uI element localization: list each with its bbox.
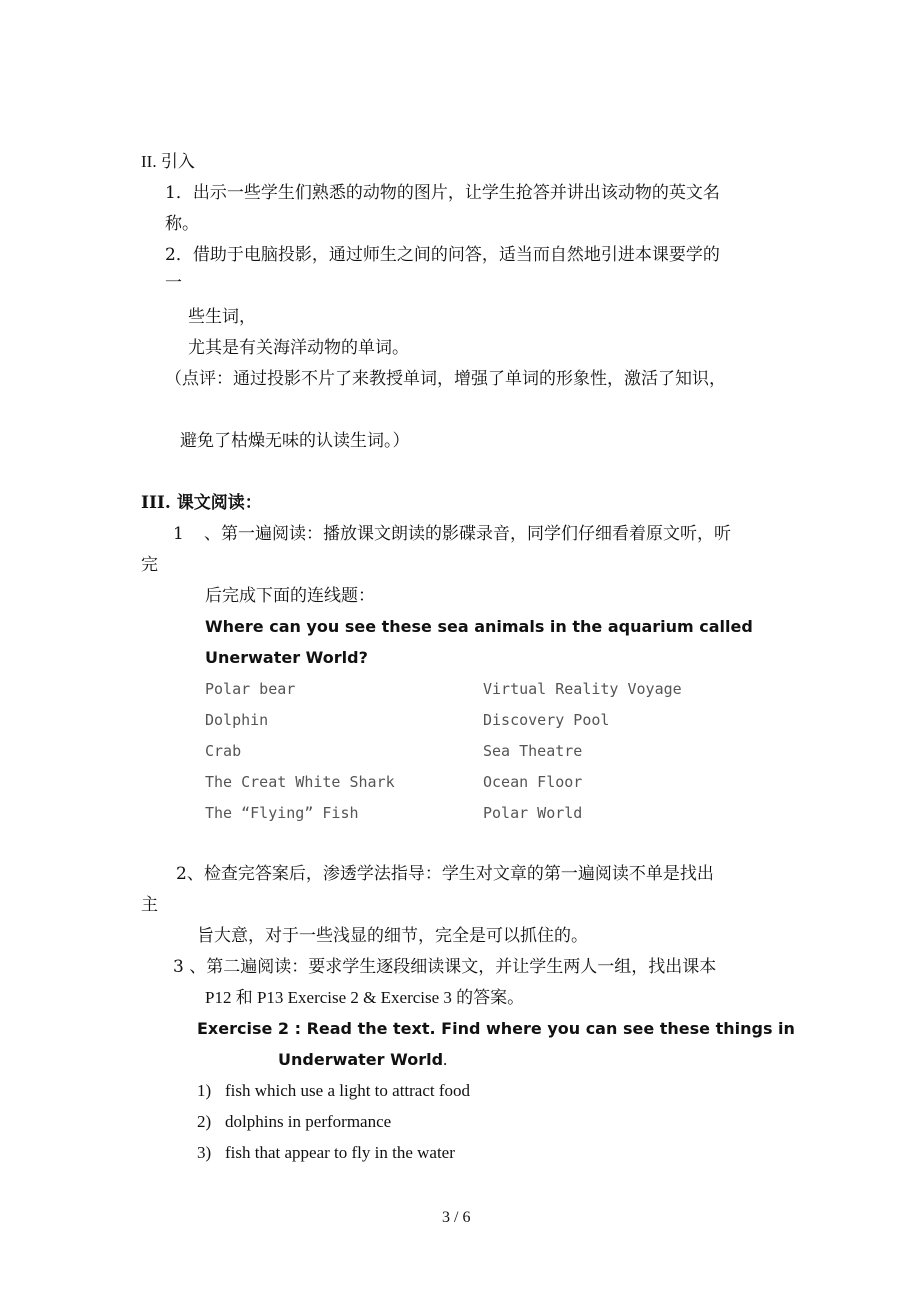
comment-line-1: （点评：通过投影不片了来教授单词，增强了单词的形象性，激活了知识， [165,369,726,389]
question-line-2: Unerwater World? [205,648,368,667]
match-right-item: Sea Theatre [483,742,583,760]
exercise-item-number: 3) [197,1143,212,1162]
match-left-item: Crab [205,742,242,760]
match-left-item: The Creat White Shark [205,773,395,791]
exercise-item [197,1111,391,1133]
section-2-item-1-line-2: 称。 [165,214,199,234]
match-left-item: The “Flying” Fish [205,804,359,822]
exercise-item-text: dolphins in performance [225,1112,392,1131]
exercise-item-text: fish which use a light to attract food [225,1081,471,1100]
match-right-item: Ocean Floor [483,773,583,791]
step-1-line-2: 完 [141,555,158,575]
step-1-line-3: 后完成下面的连线题： [205,586,375,606]
step-2-line-2: 主 [141,895,158,915]
step-3-line-1: 3 、第二遍阅读：要求学生逐段细读课文，并让学生两人一组，找出课本 [173,957,717,977]
exercise-item [197,1080,470,1102]
match-right-item: Discovery Pool [483,711,610,729]
match-left-item: Dolphin [205,711,269,729]
comment-line-2: 避免了枯燥无味的认读生词。） [180,431,410,451]
exercise-item [197,1142,455,1164]
section-2-heading: II. 引入 [141,152,195,171]
section-2-item-2-line-1: 2．借助于电脑投影，通过师生之间的问答，适当而自然地引进本课要学的 [165,245,720,265]
exercise-2-line-2-period: . [443,1050,448,1069]
question-line-1: Where can you see these sea animals in the aquarium called [205,617,753,636]
exercise-2-line-2: Underwater World [278,1050,444,1069]
section-2-item-1-line-1: 1．出示一些学生们熟悉的动物的图片，让学生抢答并讲出该动物的英文名 [165,183,720,203]
step-2-line-1: 2、检查完答案后，渗透学法指导：学生对文章的第一遍阅读不单是找出 [176,864,714,884]
exercise-2-line-1: Exercise 2 : Read the text. Find where you can see these things in [197,1019,795,1038]
match-right-item: Virtual Reality Voyage [483,680,682,698]
exercise-item-text: fish that appear to fly in the water [225,1143,455,1162]
section-2-item-2-line-2: 一 [165,273,182,293]
step-1-number: 1 [173,524,184,544]
step-3-line-2: P12 和 P13 Exercise 2 & Exercise 3 的答案。 [205,988,525,1007]
step-2-line-3: 旨大意，对于一些浅显的细节，完全是可以抓住的。 [197,926,588,946]
page-number: 3 / 6 [442,1209,471,1226]
section-2-item-2-line-3: 些生词， [188,307,256,327]
step-1-line-1: 、第一遍阅读：播放课文朗读的影碟录音，同学们仔细看着原文听，听 [204,524,731,544]
exercise-item-number: 2) [197,1112,212,1131]
exercise-item-number: 1) [197,1081,212,1100]
match-left-item: Polar bear [205,680,296,698]
section-3-heading: III. 课文阅读： [141,493,262,513]
section-2-item-2-line-4: 尤其是有关海洋动物的单词。 [188,338,409,358]
match-right-item: Polar World [483,804,583,822]
